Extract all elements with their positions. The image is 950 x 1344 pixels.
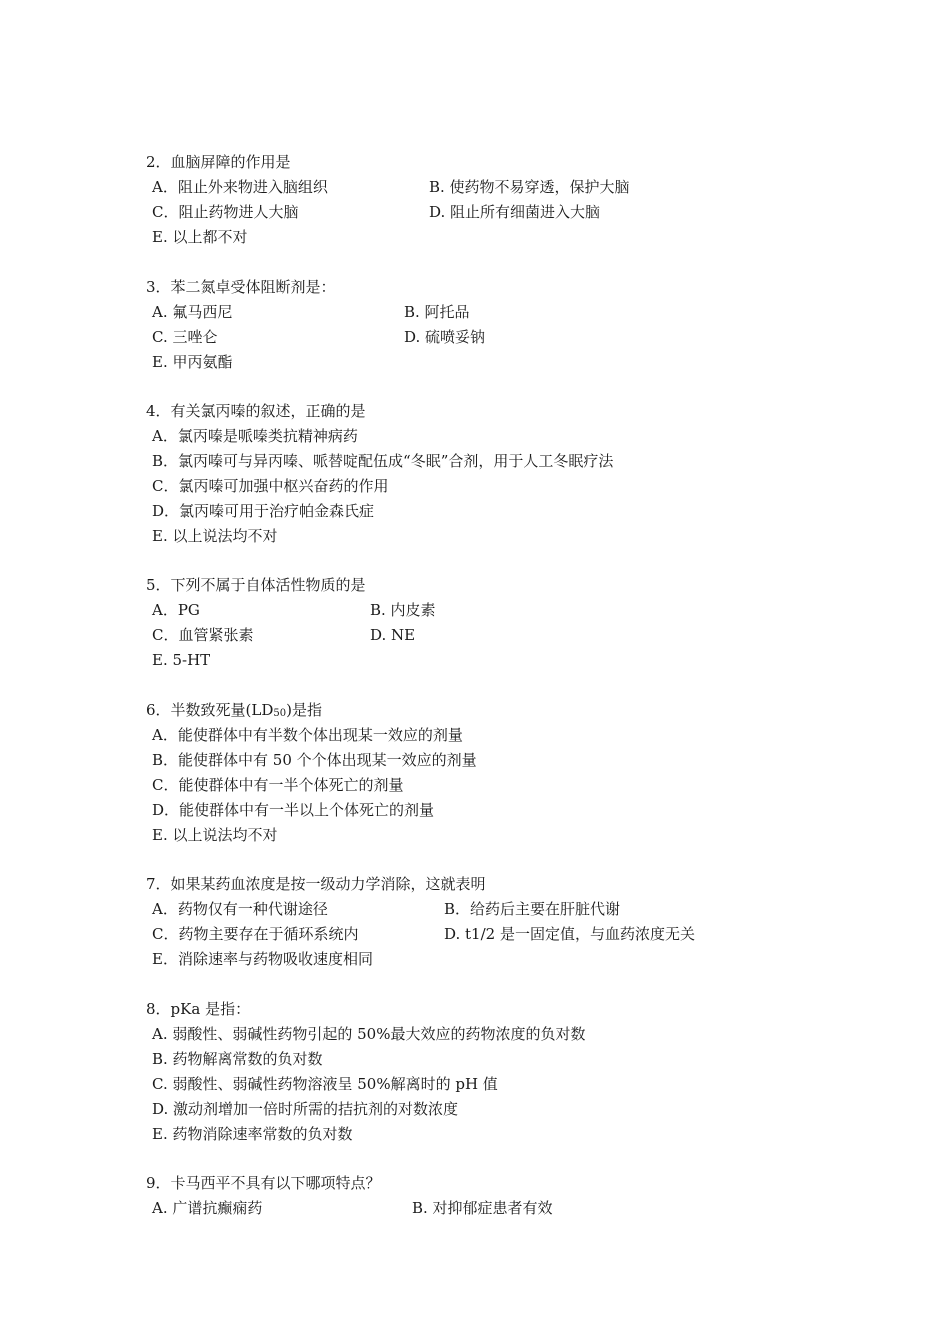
option-d: D．氯丙嗪可用于治疗帕金森氏症 [152,502,375,520]
option-c: C．氯丙嗪可加强中枢兴奋药的作用 [152,477,389,495]
option-d: D. 激动剂增加一倍时所需的拮抗剂的对数浓度 [152,1100,459,1118]
option-e: E. 以上说法均不对 [152,826,278,844]
option-e: E. 甲丙氨酯 [152,353,233,371]
option-b: B．能使群体中有 50 个个体出现某一效应的剂量 [152,751,477,769]
option-b: B. 对抑郁症患者有效 [412,1199,553,1217]
question-9 [144,1171,553,1221]
question-stem: 7．如果某药血浓度是按一级动力学消除，这就表明 [146,875,486,893]
question-stem: 6．半数致死量$(LD_{50})$是指 [146,701,322,719]
option-a: A．PG [152,601,200,619]
option-b: B. 内皮素 [370,601,436,619]
question-stem: 4．有关氯丙嗪的叙述，正确的是 [146,402,366,420]
option-b: B. 药物解离常数的负对数 [152,1050,323,1068]
option-d: D. 阻止所有细菌进入大脑 [429,203,601,221]
option-e: E. 以上说法均不对 [152,527,278,545]
option-c: C．药物主要存在于循环系统内 [152,925,359,943]
option-d: D．能使群体中有一半以上个体死亡的剂量 [152,801,435,819]
option-d: D. NE [370,626,416,644]
option-a: A. 弱酸性、弱碱性药物引起的 50%最大效应的药物浓度的负对数 [152,1025,586,1043]
option-a: A．阻止外来物进入脑组织 [152,178,328,196]
option-a: A. 广谱抗癫痫药 [152,1199,263,1217]
question-2 [144,150,630,250]
question-stem: 3．苯二氮卓受体阻断剂是： [146,278,336,296]
option-e: E．消除速率与药物吸收速度相同 [152,950,373,968]
question-5 [144,573,436,673]
question-stem: 9．卡马西平不具有以下哪项特点？ [146,1174,381,1192]
option-b: B. 阿托品 [404,303,470,321]
option-d: D. 硫喷妥钠 [404,328,486,346]
option-e: E. 药物消除速率常数的负对数 [152,1125,353,1143]
option-a: A. 氟马西尼 [152,303,233,321]
option-b: B．氯丙嗪可与异丙嗪、哌替啶配伍成“冬眠”合剂，用于人工冬眠疗法 [152,452,614,470]
question-stem: 8．pKa 是指： [146,1000,251,1018]
option-c: C. 三唑仑 [152,328,218,346]
question-4 [144,399,613,549]
option-e: E. 5-HT [152,651,211,669]
question-stem: 5．下列不属于自体活性物质的是 [146,576,366,594]
option-b: B．给药后主要在肝脏代谢 [444,900,621,918]
option-b: B. 使药物不易穿透，保护大脑 [429,178,630,196]
question-6 [144,698,477,848]
option-c: C．能使群体中有一半个体死亡的剂量 [152,776,404,794]
option-d: D. t1/2 是一固定值，与血药浓度无关 [444,925,695,943]
question-7 [144,872,695,972]
question-3 [144,275,486,375]
option-a: A．能使群体中有半数个体出现某一效应的剂量 [152,726,463,744]
question-8 [144,997,585,1147]
option-e: E. 以上都不对 [152,228,248,246]
option-a: A．氯丙嗪是哌嗪类抗精神病药 [152,427,358,445]
option-c: C．血管紧张素 [152,626,254,644]
question-stem: 2．血脑屏障的作用是 [146,153,291,171]
option-c: C. 弱酸性、弱碱性药物溶液呈 50%解离时的 pH 值 [152,1075,498,1093]
option-a: A．药物仅有一种代谢途径 [152,900,328,918]
option-c: C．阻止药物进人大脑 [152,203,299,221]
